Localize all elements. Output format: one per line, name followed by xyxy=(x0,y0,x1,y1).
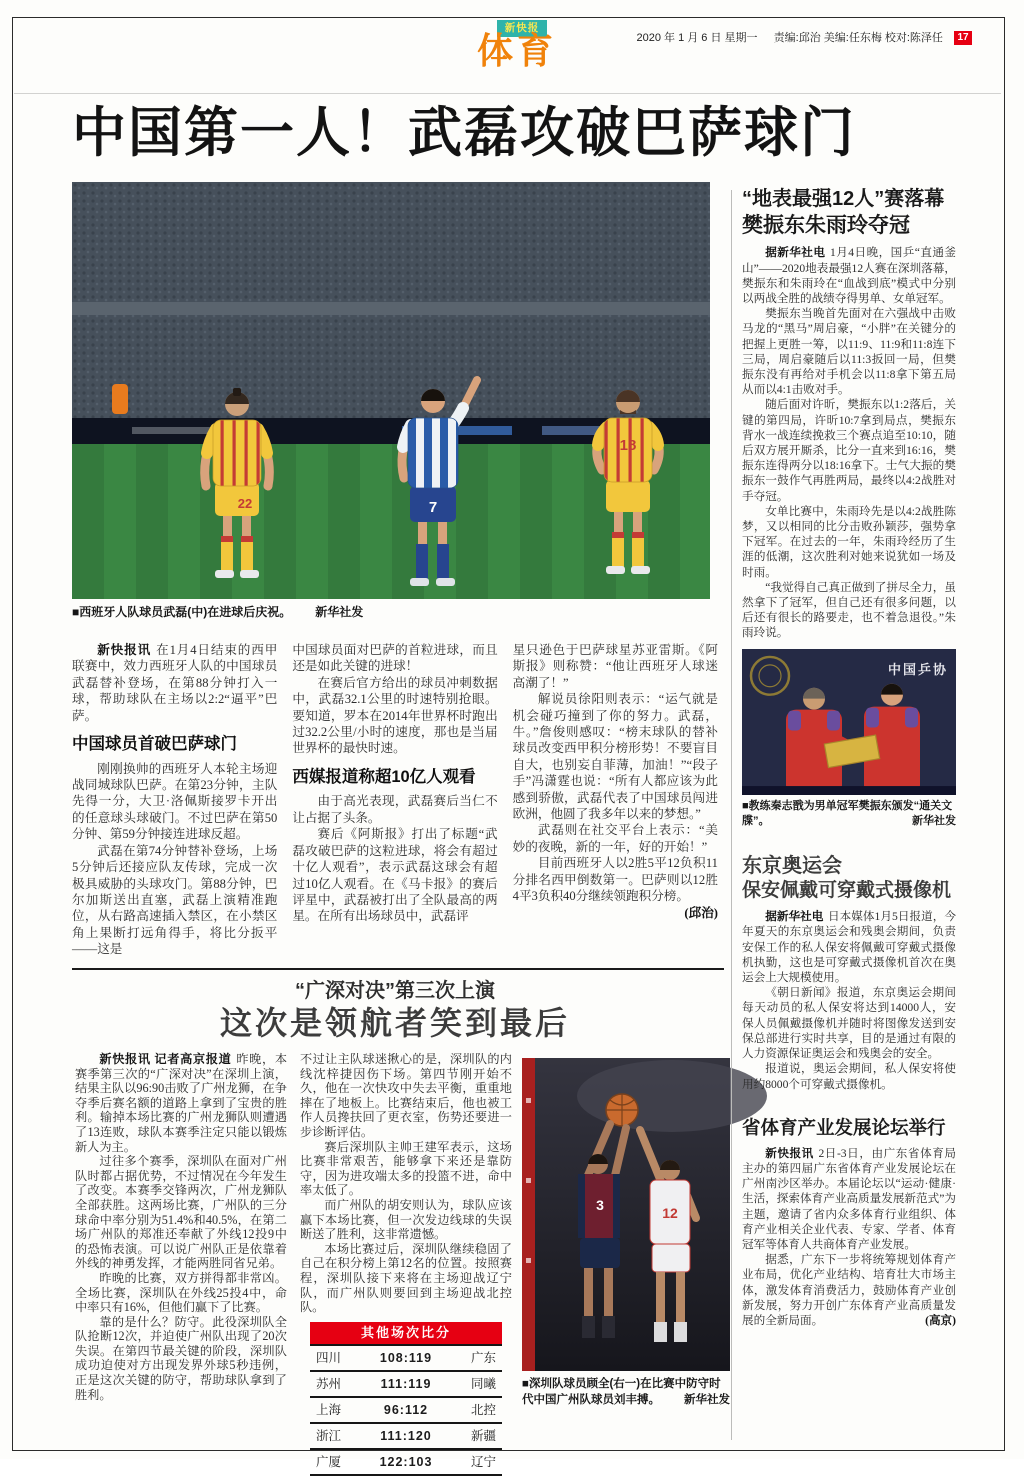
away-team: 新疆 xyxy=(470,1428,496,1443)
gz-photo-basketball xyxy=(522,1058,730,1371)
a3-body xyxy=(742,1146,956,1328)
photo-credit: 新华社发 xyxy=(315,605,364,619)
home-team: 四川 xyxy=(316,1350,342,1365)
score: 96:112 xyxy=(383,1402,429,1417)
paragraph: 赛后深圳队主帅王建军表示，这场比赛非常艰苦，能够拿下来还是靠防守，因为进攻端太多的投篮不进，命中率太低了。 xyxy=(300,1139,512,1198)
paragraph: 武磊在第74分钟替补登场，上场5分钟后还接应队友传球，完成一次极具威胁的头球攻门。第88分钟，巴尔加斯送出直塞，武磊上演精准跑位，从右路高速插入禁区，在小禁区角上果断打远角得手，将比分扳平——这是 xyxy=(72,843,278,957)
gz-kicker: “广深对决”第三次上演 xyxy=(295,980,495,1002)
a2-title-line1: 东京奥运会 xyxy=(742,854,842,877)
paragraph-text: 1月4日晚，国乒“直通釜山”——2020地表最强12人赛在深圳落幕，樊振东和朱雨玲在“血战到底”模式中分别以两战全胜的战绩夺得男单、女单冠军。 xyxy=(742,246,956,305)
byline-qiuzhi: (邱治) xyxy=(684,905,718,920)
paragraph: 靠的是什么？防守。此役深圳队全队抢断12次，并迫使广州队出现了20次失误。在第四节最关键的阶段，深圳队成功迫使对方出现发界外球5秒违例，正是这次关键的防守，帮助球队拿到了胜利。 xyxy=(75,1314,287,1402)
home-team: 广厦 xyxy=(316,1454,342,1469)
lead-label: 新快报讯 记者高京报道 xyxy=(99,1052,232,1066)
lead-label: 新快报讯 xyxy=(765,1146,814,1160)
spacer xyxy=(742,1092,956,1116)
lead-article-columns xyxy=(72,642,718,958)
lead-photo-caption xyxy=(72,604,710,620)
paragraph xyxy=(742,1146,956,1252)
away-team: 广东 xyxy=(470,1350,496,1365)
score: 111:120 xyxy=(380,1428,432,1443)
photo-credit: 新华社发 xyxy=(912,814,956,827)
masthead-logo: 新快报 xyxy=(497,20,547,37)
photo-overlay-text: 中国乒协 xyxy=(888,661,948,677)
lead-label: 据新华社电 xyxy=(765,910,824,924)
paragraph: 随后面对许昕，樊振东以1:2落后，关键的第四局，许昕10:7拿到局点，樊振东背水一战连续挽救三个赛点追至10:10，随后双方展开厮杀，比分一直来到16:16，樊振东连得两分以18:16拿下。士气大振的樊振东一鼓作气再胜两局，最终以4:2战胜对手夺冠。 xyxy=(742,398,956,503)
lead-column-1 xyxy=(72,642,277,958)
lead-photo-soccer xyxy=(72,182,710,599)
paragraph: 刚刚换帅的西班牙人本轮主场迎战同城球队巴萨。在第23分钟，主队先得一分，大卫·洛佩斯接罗卡开出的任意球头球破门。不过巴萨在第50分钟、第59分钟接连进球反超。 xyxy=(72,761,278,842)
sidebar-divider-rule xyxy=(731,190,732,1440)
paragraph-text: 目前西班牙人以2胜5平12负积11分排名西甲倒数第一。巴萨则以12胜4平3负积40分继续领跑积分榜。 xyxy=(512,856,718,904)
paragraph: 樊振东当晚首先面对在六强战中击败马龙的“黑马”周启豪，“小胖”在关键分的把握上更胜一筹，以11:9、11:9和11:8连下三局，周启豪随后以11:3扳回一局，但樊振东没有再给对手机会以11:8拿下第五局从而以4:1击败对手。 xyxy=(742,307,956,397)
paragraph: 在赛后官方给出的球员冲刺数据中，武磊32.1公里的时速特别抢眼。要知道，罗本在2014年世界杯时跑出过32.2公里/小时的速度，那也是当届世界杯的最快时速。 xyxy=(292,675,498,756)
table-row xyxy=(310,1448,502,1474)
photo-credit: 新华社发 xyxy=(684,1393,730,1406)
caption-text: ■西班牙人队球员武磊(中)在进球后庆祝。 xyxy=(72,605,292,619)
editors-line: 责编:邱治 美编:任东梅 校对:陈泽任 xyxy=(773,32,943,44)
away-team: 北控 xyxy=(470,1402,496,1417)
gz-article-columns xyxy=(75,1052,512,1476)
table-row xyxy=(310,1344,502,1370)
paragraph: 赛后《阿斯报》打出了标题“武磊攻破巴萨的这粒进球，将会有超过十亿人观看”，表示武磊这球会有超过10亿人观看。在《马卡报》的赛后评星中，武磊被打出了全队最高的两星。在所有出场球员中，武磊评 xyxy=(292,827,498,924)
page-number-badge: 17 xyxy=(954,31,972,45)
lead-headline: 中国第一人！武磊攻破巴萨球门 xyxy=(72,103,856,163)
sidebar-article-forum xyxy=(742,1116,956,1328)
jersey-number-18: 18 xyxy=(619,437,637,454)
lead-column-3 xyxy=(513,642,718,958)
section-divider xyxy=(72,968,724,970)
paragraph: 中国球员面对巴萨的首粒进球，而且还是如此关键的进球！ xyxy=(292,643,498,674)
dateline: 2020 年 1 月 6 日 星期一 xyxy=(636,32,758,44)
paragraph: 解说员徐阳则表示：“运气就是机会碰巧撞到了你的努力。武磊，牛。”詹俊则感叹：“榜末球队的替补球员改变西甲积分榜形势！不要盲目自大，也别妄自菲薄，加油！”“段子手”冯潇霆也说：“所有人都应该为此感到骄傲，武磊代表了中国球员闯进欧洲，他圆了我多年以来的梦想。” xyxy=(512,692,718,822)
a1-photo-caption xyxy=(742,799,956,829)
paragraph: “我觉得自己真正做到了拼尽全力，虽然拿下了冠军，但自己还有很多问题，以后还有很长的路要走，也不着急退役。”朱雨玲说。 xyxy=(742,580,956,640)
a1-title-line1: “地表最强12人”赛落幕 xyxy=(742,188,945,210)
paragraph: 《朝日新闻》报道，东京奥运会期间每天动员的私人保安将达到14000人，安保人员佩戴摄像机并随时将图像发送到安保总部进行实时共享，目的是通过有限的人力资源保证奥运会和残奥会的安全。 xyxy=(742,986,956,1061)
paragraph: 而广州队的胡安则认为，球队应该赢下本场比赛，但一次发边线球的失误断送了胜利，这非常遗憾。 xyxy=(300,1197,512,1242)
a1-title-line2: 樊振东朱雨玲夺冠 xyxy=(742,214,910,237)
paragraph xyxy=(72,642,277,724)
paragraph-text: 2日-3日，由广东省体育局主办的第四届广东省体育产业发展论坛在广州南沙区举办。本届论坛以“运动·健康·生活，探索体育产业高质量发展新范式”为主题，邀请了省内众多体育行业组织、体育产业相关企业代表、专家、学者、体育冠军等体育人共商体育产业发展。 xyxy=(742,1146,956,1251)
table-row xyxy=(310,1422,502,1448)
header-rule xyxy=(14,93,1001,94)
paragraph: 由于高光表现，武磊赛后当仁不让占据了头条。 xyxy=(292,794,498,825)
sidebar-article-pingpong xyxy=(742,186,956,829)
paragraph xyxy=(512,855,718,920)
paragraph: 女单比赛中，朱雨玲先是以4:2战胜陈梦，又以相同的比分击败孙颖莎，强势拿下冠军。在过去的一年，朱雨玲经历了生涯的低潮，这次胜利对她来说犹如一场及时雨。 xyxy=(742,504,956,579)
a3-title: 省体育产业发展论坛举行 xyxy=(742,1116,946,1138)
paragraph xyxy=(742,1252,956,1328)
scores-table-title: 其他场次比分 xyxy=(310,1322,502,1344)
gz-photo-caption xyxy=(522,1377,730,1408)
paragraph: 本场比赛过后，深圳队继续稳固了自己在积分榜上第12名的位置。按照赛程，深圳队接下来将在主场迎战辽宁队，而广州队则要回到主场迎战北控队。 xyxy=(300,1241,512,1315)
paragraph: 过往多个赛季，深圳队在面对广州队时都占据优势，不过情况在今年发生了改变。本赛季交锋两次，广州龙狮队全部获胜。这两场比赛，广州队的三分球命中率分别为51.4%和40.5%，在第二场广州队的郑准还奉献了外线12投9中的恐怖表演。可以说广州队正是依靠着外线的神勇发挥，才能两胜同省兄弟。 xyxy=(75,1154,287,1271)
jersey-number-7: 7 xyxy=(428,499,438,516)
a2-title-line2: 保安佩戴可穿戴式摄像机 xyxy=(742,879,952,901)
byline-gaojing: (高京) xyxy=(925,1313,956,1327)
gz-column-1 xyxy=(75,1052,287,1476)
away-team: 辽宁 xyxy=(470,1454,496,1469)
caption-text: ■深圳队球员顾全(右一)在比赛中防守时代中国广州队球员刘丰搏。 xyxy=(522,1378,721,1406)
paragraph xyxy=(742,245,956,306)
subhead-first-goal: 中国球员首破巴萨球门 xyxy=(72,735,237,754)
table-row xyxy=(310,1396,502,1422)
gz-headline: 这次是领航者笑到最后 xyxy=(219,1005,570,1041)
sidebar-article-tokyo xyxy=(742,853,956,1092)
lead-label: 新快报讯 xyxy=(97,643,152,657)
paragraph xyxy=(75,1052,287,1154)
a1-body xyxy=(742,245,956,640)
paragraph: 不过让主队球迷揪心的是，深圳队的内线沈梓捷因伤下场。第四节刚开始不久，他在一次快攻中失去平衡，重重地摔在了地板上。比赛结束后，他也被工作人员搀扶回了更衣室，伤势还要进一步诊断评估。 xyxy=(300,1052,512,1139)
paragraph: 武磊则在社交平台上表示：“美妙的夜晚，新的一年，好的开始！” xyxy=(512,823,718,854)
score: 122:103 xyxy=(379,1454,433,1469)
basketball-photo-illustration xyxy=(522,1058,730,1371)
home-team: 上海 xyxy=(316,1402,342,1417)
home-team: 苏州 xyxy=(316,1376,342,1391)
paragraph-text: 据悉，广东下一步将统筹规划体育产业布局，优化产业结构、培育壮大市场主体，激发体育消费活力，鼓励体育产业创新发展，努力开创广东体育产业高质量发展的全新局面。 xyxy=(742,1253,956,1327)
a1-photo-tabletennis xyxy=(742,649,956,795)
paragraph xyxy=(742,909,956,985)
jersey-number-left: 3 xyxy=(596,1197,604,1213)
tabletennis-photo-illustration xyxy=(742,649,956,795)
away-team: 同曦 xyxy=(470,1376,496,1391)
a2-body xyxy=(742,909,956,1091)
paragraph-text: 在1月4日结束的西甲联赛中，效力西班牙人队的中国球员武磊替补登场，在第88分钟打入一球，帮助球队在主场以2:2“逼平”巴萨。 xyxy=(72,643,278,723)
home-team: 浙江 xyxy=(316,1428,342,1443)
score: 108:119 xyxy=(379,1350,433,1365)
paragraph: 昨晚的比赛，双方拼得都非常凶。全场比赛，深圳队在外线25投4中，命中率只有16%，但他们赢下了比赛。 xyxy=(75,1270,287,1315)
paragraph-text: 日本媒体1月5日报道，今年夏天的东京奥运会和残奥会期间，负责安保工作的私人保安将佩戴可穿戴式摄像机执勤，这也是可穿戴式摄像机首次在奥运会上大规模使用。 xyxy=(742,910,956,985)
header-meta xyxy=(560,30,972,46)
jersey-number-22: 22 xyxy=(237,496,253,511)
gz-column-2 xyxy=(300,1052,512,1476)
subhead-billion-viewers: 西媒报道称超10亿人观看 xyxy=(292,767,476,786)
spacer xyxy=(742,829,956,853)
caption-text: ■教练秦志戬为男单冠军樊振东颁发“通关文牒”。 xyxy=(742,799,953,827)
soccer-photo-illustration xyxy=(72,182,710,599)
lead-label: 据新华社电 xyxy=(765,246,826,260)
sidebar xyxy=(742,186,956,1328)
paragraph: 星只逊色于巴萨球星苏亚雷斯。《阿斯报》则称赞：“他让西班牙人球迷高潮了！” xyxy=(512,643,718,690)
other-scores-table xyxy=(310,1322,502,1476)
paragraph: 报道说，奥运会期间，私人保安将使用约8000个可穿戴式摄像机。 xyxy=(742,1062,956,1091)
score: 111:119 xyxy=(380,1376,432,1391)
jersey-number-right: 12 xyxy=(662,1205,678,1221)
paragraph-text: 昨晚，本赛季第三次的“广深对决”在深圳上演，结果主队以96:90击败了广州龙狮，在争夺季后赛名额的道路上拿到了宝贵的胜利。输掉本场比赛的广州龙狮队则遭遇了13连败，球队本赛季注定只能以锻炼新人为主。 xyxy=(75,1052,288,1154)
table-row xyxy=(310,1370,502,1396)
lead-column-2 xyxy=(292,642,497,958)
section-title: 体育 xyxy=(477,31,558,71)
